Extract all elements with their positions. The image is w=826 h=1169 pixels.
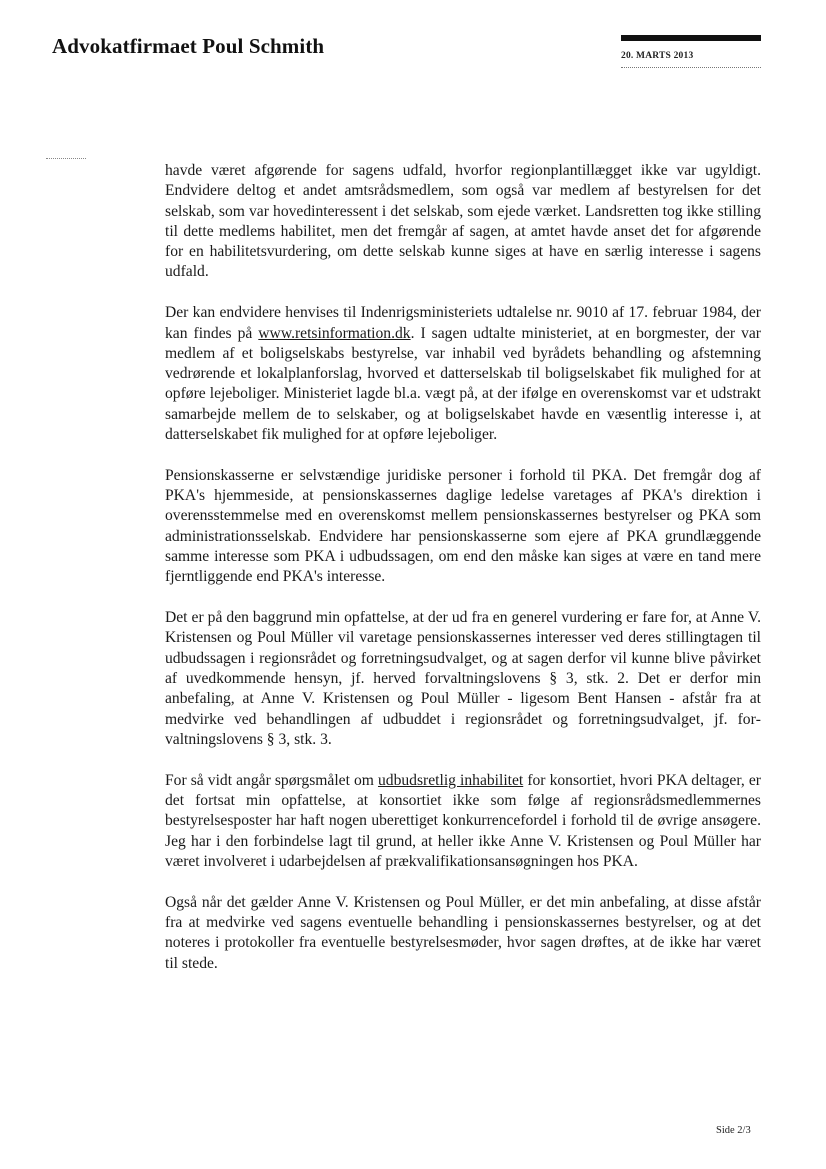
date-bar	[621, 35, 761, 41]
firm-name: Advokatfirmaet Poul Schmith	[52, 34, 325, 58]
paragraph-text: . I sagen udtalte ministeriet, at en borgmester, der var medlem af et boligselskabs bestyrelse, var inhabil ved byrådets behandling og afstemning vedrørende et lokalplanforslag, hvorved et datterselskab til boligselskabet fik mulighed for at opføre lejeboliger. Ministeriet lagde bl.a. vægt på, at der ifølge en overenskomst var et udstrakt samarbejde mellem de to selskaber, og at boligselskabet havde en væsentlig interesse i, at datterselskabet fik mulighed for at opføre lejeboliger.	[165, 324, 761, 444]
paragraph	[165, 303, 761, 445]
paragraph-text: Pensionskasserne er selvstændige juridiske personer i forhold til PKA. Det fremgår dog af PKA's hjemmeside, at pensionskassernes daglige ledelse varetages af PKA's direktion i overensstemmelse med en overenskomst mellem pensionskassernes bestyrelser og PKA som administrationsselskab. Endvidere har pensionskasserne som ejere af PKA grundlæggende samme interesse som PKA i udbudssagen, om end den måske kan siges at være en tand mere fjerntliggende end PKA's interesse.	[165, 466, 761, 586]
date-rule	[621, 67, 761, 68]
paragraph	[165, 771, 761, 872]
body-text	[165, 161, 761, 994]
paragraph	[165, 466, 761, 588]
paragraph	[165, 893, 761, 974]
paragraph-text: For så vidt angår spørgsmålet om	[165, 771, 378, 789]
paragraph-text: Det er på den baggrund min opfattelse, at der ud fra en generel vurdering er fare for, at Anne V. Kristensen og Poul Müller vil varetage pensionskassernes interesser ved deres stillingtagen til udbudssagen i regionsrådet og forretningsudvalget, og at sagen derfor vil kunne blive påvirket af uvedkommende hensyn, jf. herved forvaltningslovens § 3, stk. 2. Det er derfor min anbefaling, at Anne V. Kristensen og Poul Müller - ligesom Bent Hansen - afstår fra at medvirke ved behandlingen af udbuddet i regionsrådet og forretningsudvalget, jf. forvaltningslovens § 3, stk. 3.	[165, 609, 761, 748]
page-number: Side 2/3	[716, 1125, 751, 1136]
paragraph-text: havde været afgørende for sagens udfald, hvorfor regionplantillægget ikke var ugyldigt. Endvidere deltog et andet amtsrådsmedlem, som også var medlem af bestyrelsen for det selskab, som var hovedinteressent i det selskab, som ejede værket. Landsretten tog ikke stilling til dette medlems habilitet, men det fremgår af sagen, at amtet havde anset det for afgørende for en habilitetsvurdering, om dette selskab kunne siges at have en særlig interesse i sagens udfald.	[165, 162, 761, 281]
paragraph-text: Også når det gælder Anne V. Kristensen og Poul Müller, er det min anbefaling, at disse afstår fra at medvirke ved sagens eventuelle behandling i pensionskassernes bestyrelser, og at det noteres i protokoller fra eventuelle bestyrelsesmøder, hvor sagen drøftes, at de ikke har været til stede.	[165, 893, 761, 972]
document-date: 20. MARTS 2013	[621, 51, 694, 61]
margin-mark	[46, 158, 86, 159]
paragraph	[165, 608, 761, 750]
underlined-text: udbudsretlig inhabilitet	[377, 771, 524, 789]
paragraph-text: Der kan endvidere henvises til Indenrigsministeriets udtalelse nr. 9010 af 17. februar 1984, der kan findes på	[165, 304, 761, 342]
paragraph	[165, 161, 761, 283]
date-block	[621, 35, 761, 68]
underlined-text[interactable]: www.retsinformation.dk	[258, 324, 411, 342]
paragraph-text: for konsortiet, hvori PKA deltager, er det fortsat min opfattelse, at konsortiet ikke som følge af regionsrådsmedlemmernes bestyrelsesposter har haft nogen uberettiget konkurrencefordel i forhold til de øvrige ansøgere. Jeg har i den forbindelse lagt til grund, at heller ikke Anne V. Kristensen og Poul Müller har været involveret i udarbejdelsen af prækvalifikationsansøgningen hos PKA.	[165, 771, 761, 870]
